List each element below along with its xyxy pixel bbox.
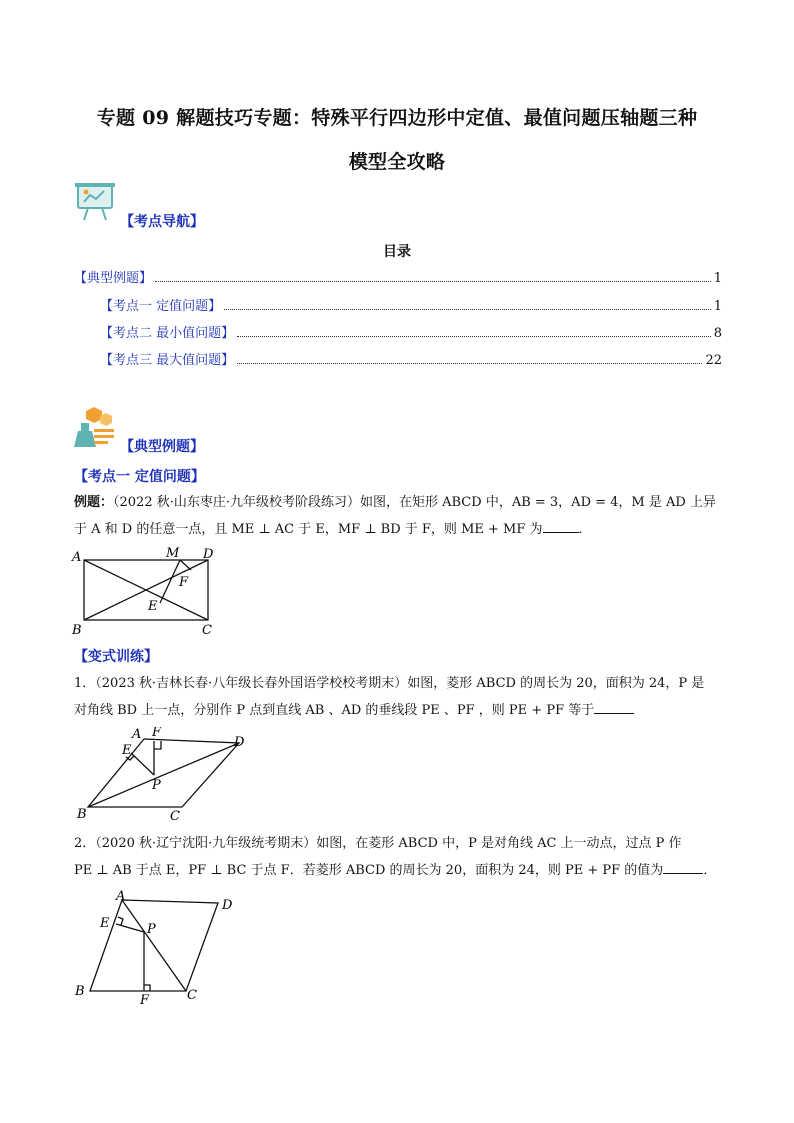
q2-line-1: 2．（2020 秋·辽宁沈阳·九年级统考期末）如图，在菱形 ABCD 中，P 是对角线 AC 上一动点，过点 P 作 — [74, 836, 682, 851]
toc-leader-dots — [155, 281, 711, 282]
label-d: D — [203, 547, 214, 562]
example-line-2: 于 A 和 D 的任意一点，且 ME ⊥ AC 于 E，MF ⊥ BD 于 F，则 ME + MF 为 — [74, 522, 543, 537]
label-p: P — [147, 922, 156, 937]
label-a: A — [116, 889, 126, 904]
answer-blank[interactable] — [543, 518, 579, 533]
answer-blank[interactable] — [594, 699, 634, 714]
label-d: D — [222, 898, 233, 913]
right-angle-f — [144, 985, 150, 991]
examples-header: 【典型例题】 — [120, 439, 204, 455]
toc-leader-dots — [224, 309, 711, 310]
label-c: C — [187, 988, 197, 1003]
toc-row-topic-2[interactable] — [100, 321, 722, 341]
toc-row-label: 【考点三 最大值问题】 — [100, 353, 235, 368]
topic-1-header: 【考点一 定值问题】 — [74, 469, 205, 485]
label-e: E — [148, 599, 158, 614]
label-m: M — [166, 546, 180, 561]
toc-row-page: 1 — [713, 271, 722, 286]
variant-header: 【变式训练】 — [74, 649, 158, 665]
label-e: E — [100, 916, 110, 931]
label-a: A — [132, 727, 142, 742]
toc-row-page: 1 — [713, 299, 722, 314]
flask-hexagon-icon — [72, 405, 118, 451]
label-b: B — [77, 807, 87, 822]
label-a: A — [72, 550, 82, 565]
label-c: C — [202, 623, 212, 638]
example-lead: 例题： — [74, 495, 114, 510]
segment-pe — [131, 753, 154, 775]
presentation-board-icon — [74, 180, 118, 222]
toc-row-topic-1[interactable] — [100, 294, 722, 314]
diagonal-ac — [122, 900, 186, 991]
toc-title: 目录 — [383, 244, 411, 260]
toc-row-page: 22 — [705, 353, 722, 368]
toc-row-page: 8 — [713, 326, 722, 341]
answer-blank[interactable] — [663, 859, 703, 874]
toc-row-examples[interactable] — [74, 266, 722, 286]
label-c: C — [170, 809, 180, 822]
toc-leader-dots — [237, 336, 711, 337]
toc-leader-dots — [237, 363, 702, 364]
rectangle-figure — [70, 543, 220, 638]
label-p: P — [152, 778, 161, 793]
toc-row-topic-3[interactable] — [100, 348, 722, 368]
question-1 — [74, 670, 724, 724]
label-b: B — [72, 623, 82, 638]
toc-row-label: 【考点二 最小值问题】 — [100, 326, 235, 341]
label-b: B — [75, 984, 85, 999]
rhombus-figure-2 — [70, 887, 250, 1005]
example-paragraph: 例题：（2022 秋·山东枣庄·九年级校考阶段练习）如图，在矩形 ABCD 中，AB = 3，AD = 4，M 是 AD 上异 于 A 和 D 的任意一点，且 ME ⊥ AC 于 E，MF ⊥ BD 于 F，则 ME + MF 为 ． — [74, 495, 716, 537]
q1-line-2: 对角线 BD 上一点，分别作 P 点到直线 AB 、AD 的垂线段 PE 、PF ，则 PE + PF 等于 — [74, 703, 595, 718]
diagonal-bd — [88, 743, 239, 807]
segment-mf — [180, 560, 191, 570]
example-line-1: （2022 秋·山东枣庄·九年级校考阶段练习）如图，在矩形 ABCD 中，AB = 3，AD = 4，M 是 AD 上异 — [113, 495, 716, 510]
label-f: F — [152, 727, 162, 740]
label-f: F — [140, 993, 150, 1005]
q2-line-2: PE ⊥ AB 于点 E，PF ⊥ BC 于点 F．若菱形 ABCD 的周长为 20，面积为 24，则 PE + PF 的值为 — [74, 863, 664, 878]
title-line-1: 专题 09 解题技巧专题：特殊平行四边形中定值、最值问题压轴题三种 — [96, 107, 698, 129]
rhombus-figure-1 — [74, 727, 254, 822]
title-line-2: 模型全攻略 — [348, 151, 446, 173]
q1-line-1: 1．（2023 秋·吉林长春·八年级长春外国语学校校考期末）如图，菱形 ABCD 的周长为 20，面积为 24，P 是 — [74, 676, 705, 691]
nav-header: 【考点导航】 — [120, 214, 204, 230]
toc-row-label: 【典型例题】 — [74, 271, 153, 286]
right-angle-f — [154, 741, 161, 749]
label-d: D — [234, 735, 245, 750]
label-e: E — [122, 743, 132, 758]
document-title — [60, 96, 734, 184]
right-angle-e — [118, 917, 123, 925]
label-f: F — [179, 575, 189, 590]
question-2: 2．（2020 秋·辽宁沈阳·九年级统考期末）如图，在菱形 ABCD 中，P 是对角线 AC 上一动点，过点 P 作 PE ⊥ AB 于点 E，PF ⊥ BC 于点 F．若菱形 ABCD 的周长为 20，面积为 24，则 PE + PF 的值为 ． — [74, 830, 724, 884]
toc-row-label: 【考点一 定值问题】 — [100, 299, 222, 314]
